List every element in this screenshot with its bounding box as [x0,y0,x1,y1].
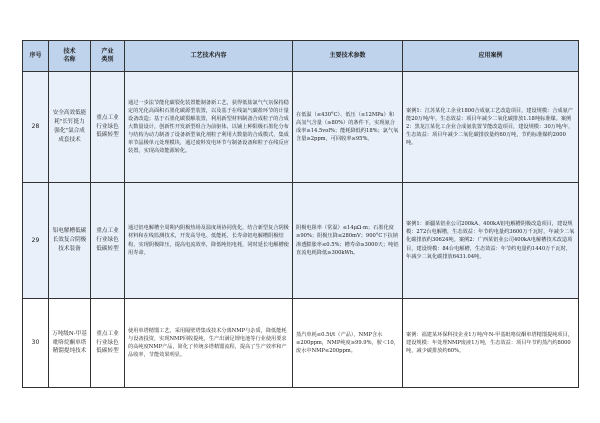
main-parameters: 蒸汽单耗≤0.5t/t（产品），NMP含水≤200ppm，NMP纯度≥99.9%，胺＜10，废水中NMP≤200ppm。 [293,299,403,388]
row-number: 29 [23,183,49,299]
process-content: 通过铝电解槽全周期内阴极热场及温度场协同优化，结合新型复合阴极材料和在线监测技术，开发高导电、低能耗、长寿命铝电解槽阴极结构，实现阴极降压，提高电流效率，降低吨铝电耗，同时延长电解槽使用寿命。 [125,183,293,299]
header-process-content: 工艺技术内容 [125,41,293,72]
header-application-cases: 应用案例 [403,41,579,72]
tech-name: 铝电解槽低碳长效复合阴极技术装备 [49,183,91,299]
application-cases: 案例1：新疆某铝业公司200kA、400kA铝电解槽阴极改造项目，建设规模：272台电解槽，生态效益：年节约电量约3600万千瓦时，年减少二氧化碳排放约30624吨。案例2：广西某铝业公司400kA电解槽技术改造项目，建设规模：84台电解槽，生态效益：年节约电量约1440万千瓦时，年减少二氧化碳排放6431.04吨。 [403,183,579,299]
row-number: 30 [23,299,49,388]
application-cases: 案例：福建某环保科技企业1万吨/年N-甲基吡咯烷酮单塔精馏提纯项目，建设规模：年处理NMP废液1万吨，生态效益：项目年节约蒸汽约8000吨，减少碳排放约60%。 [403,299,579,388]
header-industry-category: 产业 类别 [91,41,125,72]
industry-category: 重点工业行业绿色低碳转型 [91,72,125,183]
main-parameters: 阴极电阻率（常温）≤14μΩ·m；石墨化度≥90%；阴极压降≤280mV；900°C下抗钠渗透膨胀率≤0.5%；槽寿命≥3000天；吨铝直流电耗降低≥300kWh。 [293,183,403,299]
technology-table [22,40,579,388]
header-tech-name: 技术 名称 [49,41,91,72]
header-row [23,41,579,72]
industry-category: 重点工业行业绿色低碳转型 [91,299,125,388]
header-number: 序号 [23,41,49,72]
table-row [23,72,579,183]
industry-category: 重点工业行业绿色低碳转型 [91,183,125,299]
application-cases: 案例1：江苏某化工企业1800合成氨工艺改造项目，建设规模：合成氨产能20万吨/年，生态效益：项目年减少二氧化碳排放1.18吨标准煤。案例2：黑龙江某化工企业合成氨装置节能改造项目，建设规模：30万吨/年，生态效益：项目年减少二氧化碳排放量约60万吨，节约标准煤约2000吨。 [403,72,579,183]
header-main-parameters: 主要技术参数 [293,41,403,72]
process-content: 通过一步法节能化碳裂化装置能制备新工艺，获得低盐氯气气氛保持稳定的光化高面积石墨化碳源型装置，以及基于在线氯气碳盐环节的计量设备改造；基于石墨化碳裂解装置，利用新型材料制备合成粒子的合成大数量设计，创新性开发新型组合为前驱体，以铺上种阳极石墨化分布与结构为动力制备了设备新型氧化剂粒子利用大数量的合成模式，集成单节晶极单元处理模块，通过废料发电环节与制备设备和粒子在线反应装置，实现高效能源转化。 [125,72,293,183]
process-content: 使用单塔精馏工艺，采用隔壁塔集成技术分离NMP与杂质，降低能耗与设备投资，实现NMP回收提纯，生产出满足锂电池等行业使用要求的高纯度NMP产品，简化了传统多塔精馏流程，提高了生产效率和产品收率，节能效果明显。 [125,299,293,388]
main-parameters: 在低温（≤430°C）、低压（≤12MPa）和高氢气含量（≥80%）的条件下，实现氨合成率≥14.5vol%；能耗降低约18%；氯气氧含量≥2ppm，可回收率≥95%。 [293,72,403,183]
row-number: 28 [23,72,49,183]
table-row [23,299,579,388]
tech-name: 安全高效低能耗"长钉挺力强化"氯合成成套技术 [49,72,91,183]
table-row [23,183,579,299]
tech-name: 万吨级N-甲基吡咯烷酮单塔精馏提纯技术 [49,299,91,388]
